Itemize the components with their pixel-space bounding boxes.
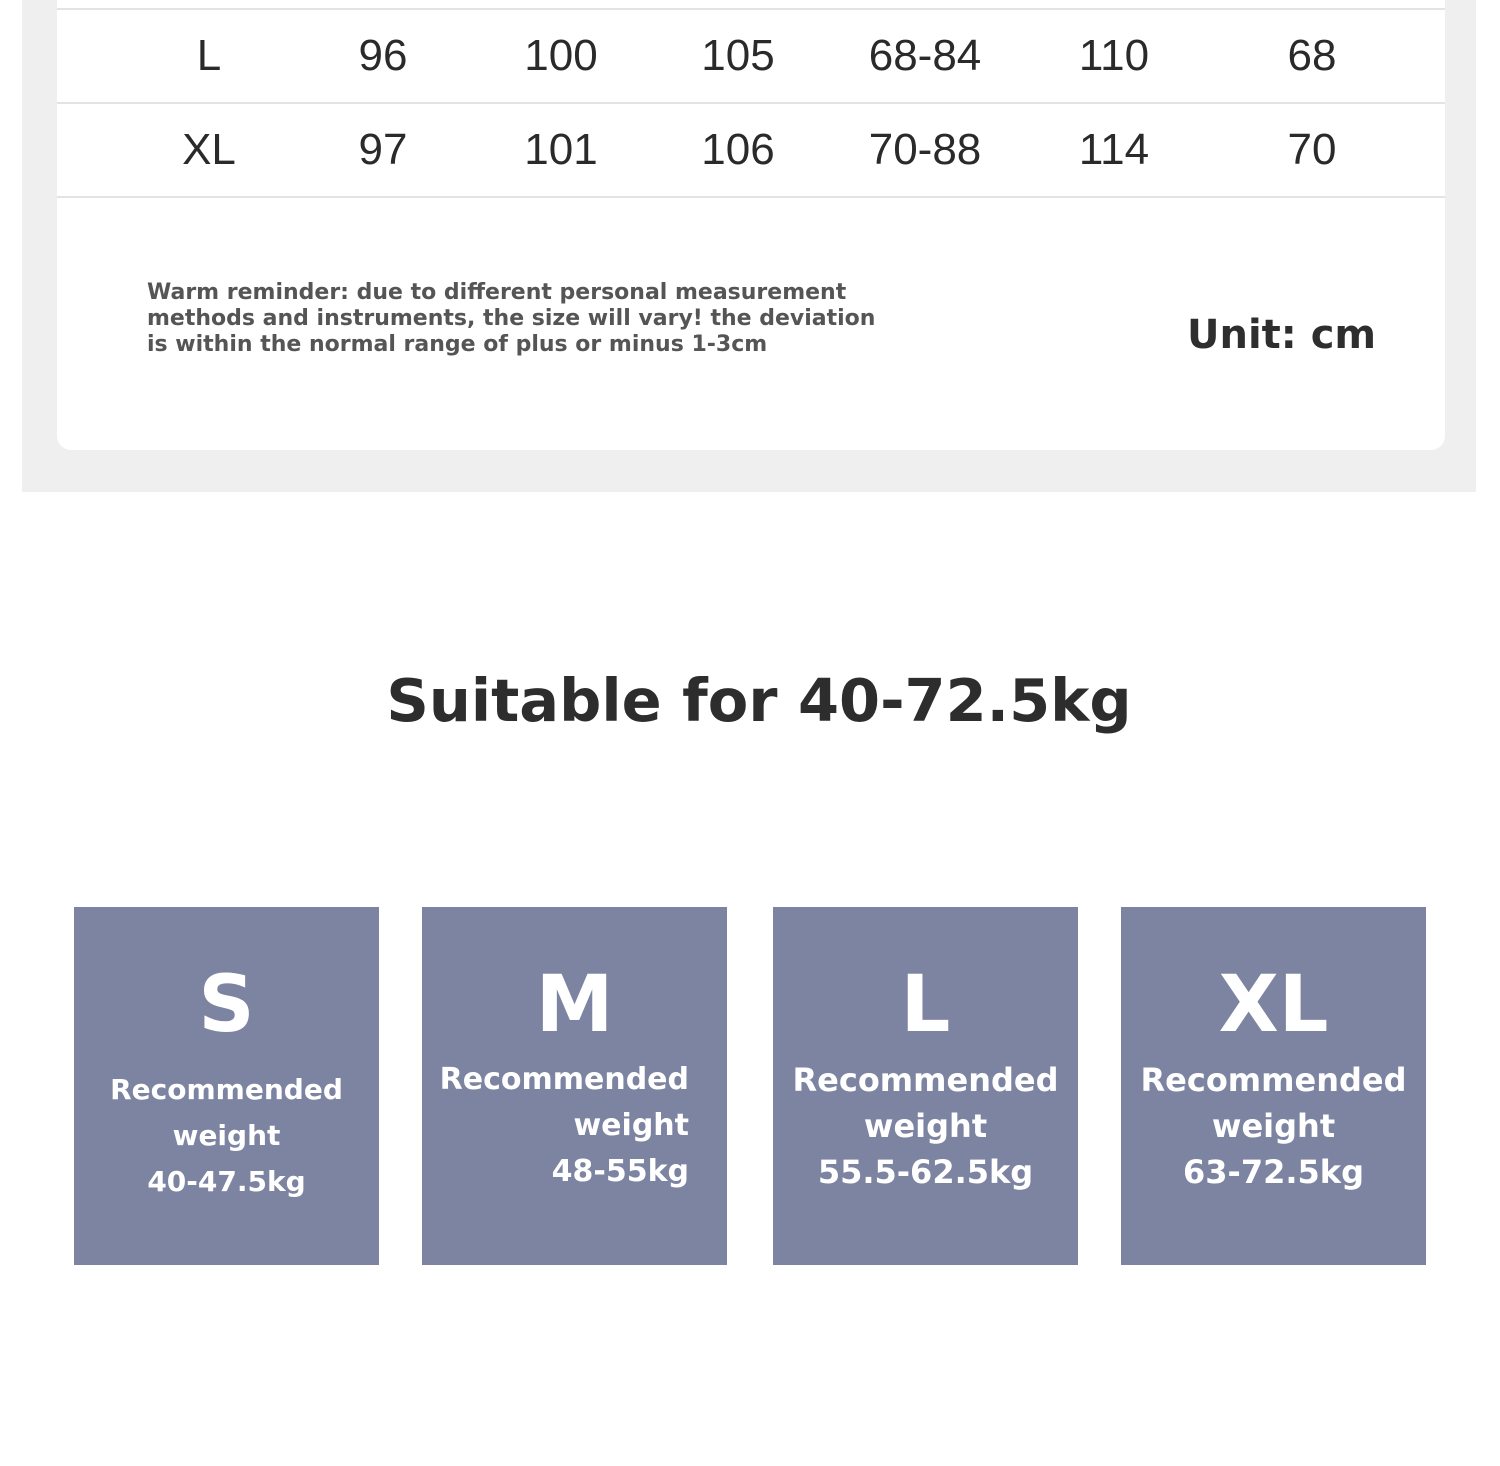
warm-reminder-text: [147, 280, 907, 358]
measurement-cell: 70: [1287, 125, 1337, 174]
measurement-cell: 68: [1287, 31, 1337, 80]
size-table-frame: [22, 0, 1476, 492]
measurement-cell: 96: [358, 31, 408, 80]
measurement-cell: 105: [701, 31, 775, 80]
reminder-line: Warm reminder: due to different personal measurement: [147, 280, 847, 305]
reminder-line: is within the normal range of plus or minus 1-3cm: [147, 332, 768, 357]
weight-card-l: [773, 907, 1078, 1265]
card-rec-label: Recommended: [792, 1061, 1059, 1099]
card-recommendation: [74, 1067, 379, 1205]
measurement-cell: 97: [358, 125, 408, 174]
table-row: [57, 104, 1445, 198]
card-size-letter: M: [535, 960, 614, 1050]
table-row: [57, 10, 1445, 104]
card-rec-weight: weight: [1211, 1107, 1336, 1145]
measurement-cell: 101: [524, 125, 598, 174]
card-rec-label: Recommended: [439, 1062, 689, 1097]
size-cell: XL: [182, 125, 236, 174]
card-size-letter: XL: [1218, 960, 1329, 1050]
card-weight-range: 40-47.5kg: [147, 1165, 306, 1198]
card-rec-label: Recommended: [110, 1073, 343, 1106]
weight-card-m: [422, 907, 727, 1265]
measurement-cell: 100: [524, 31, 598, 80]
card-rec-weight: weight: [573, 1108, 689, 1143]
weight-card-xl: [1121, 907, 1426, 1265]
card-weight-range: 55.5-62.5kg: [817, 1153, 1034, 1191]
card-rec-weight: weight: [172, 1119, 281, 1152]
card-recommendation: [422, 1057, 727, 1195]
weight-range-headline: Suitable for 40-72.5kg: [386, 666, 1132, 735]
size-cell: L: [196, 31, 222, 80]
measurement-cell: 114: [1078, 125, 1150, 174]
measurement-cell: 70-88: [868, 125, 982, 174]
unit-label: Unit: cm: [1187, 312, 1377, 358]
card-rec-weight: weight: [863, 1107, 988, 1145]
card-weight-range: 63-72.5kg: [1183, 1153, 1364, 1191]
card-weight-range: 48-55kg: [551, 1154, 689, 1189]
card-rec-label: Recommended: [1140, 1061, 1407, 1099]
size-table-card: [57, 0, 1445, 450]
card-recommendation: [773, 1057, 1078, 1195]
measurement-cell: 110: [1078, 31, 1150, 80]
card-recommendation: [1121, 1057, 1426, 1195]
card-size-letter: S: [198, 960, 255, 1050]
measurement-cell: 68-84: [868, 31, 982, 80]
card-size-letter: L: [900, 960, 951, 1050]
measurement-cell: 106: [701, 125, 775, 174]
reminder-line: methods and instruments, the size will vary! the deviation: [147, 306, 876, 331]
weight-card-s: [74, 907, 379, 1265]
